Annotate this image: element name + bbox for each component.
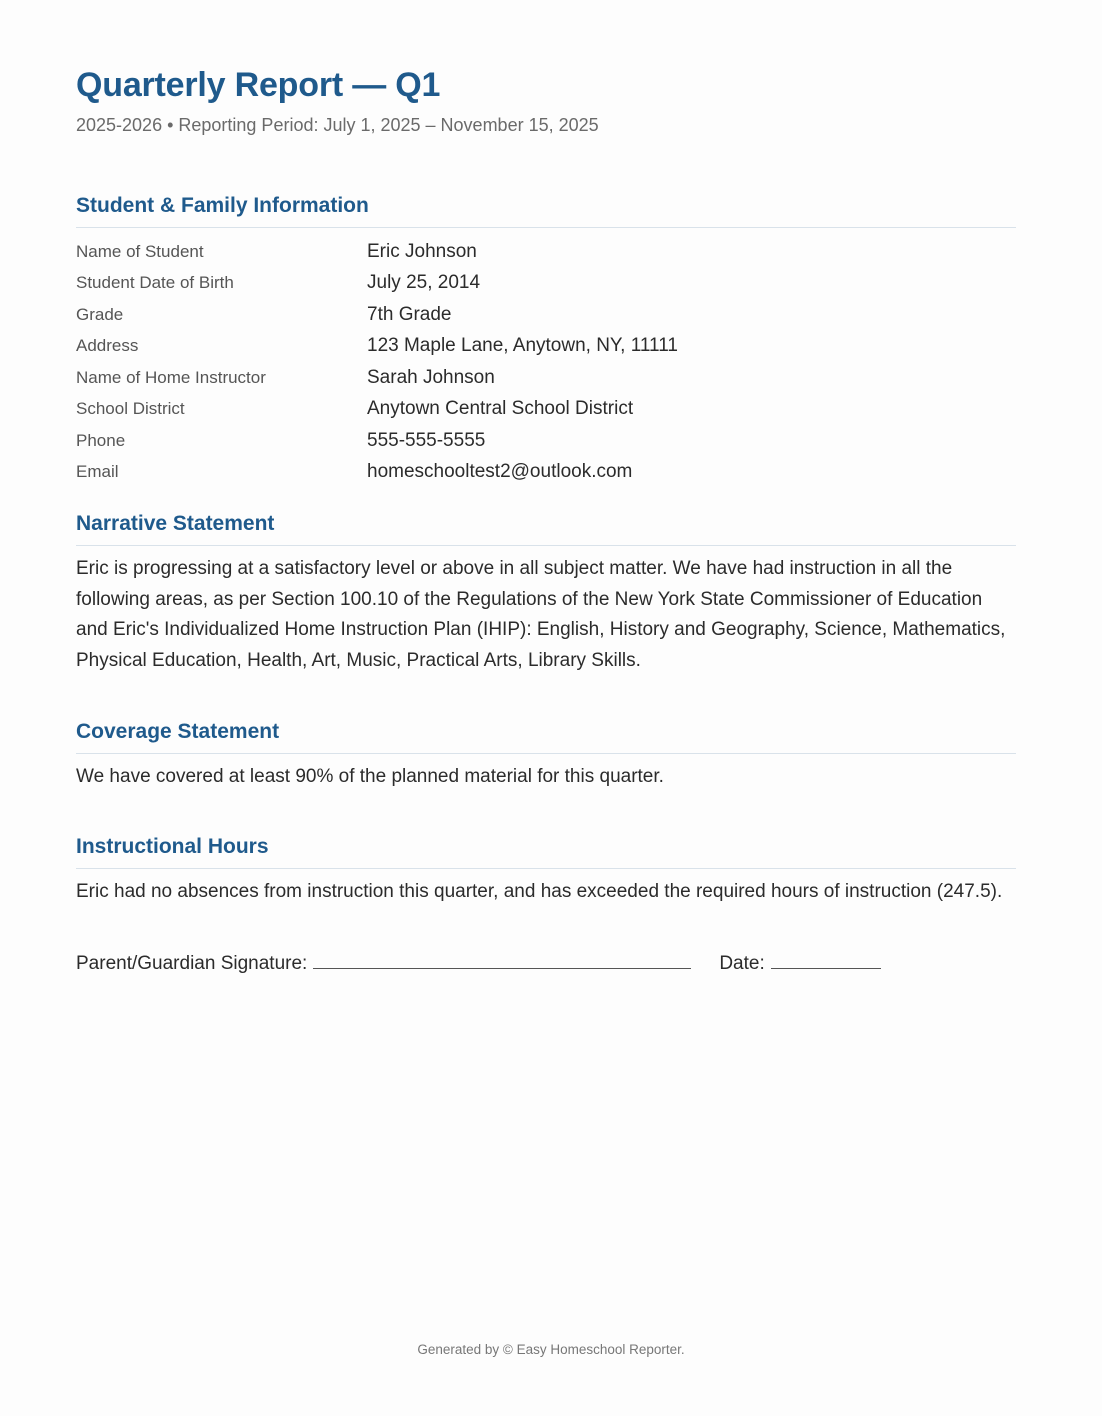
date-blank — [771, 954, 881, 969]
info-value: Eric Johnson — [367, 240, 477, 262]
hours-heading: Instructional Hours — [76, 833, 1016, 869]
info-value: 555-555-5555 — [367, 429, 486, 451]
info-label: Grade — [76, 304, 124, 324]
footer-credit: Generated by © Easy Homeschool Reporter. — [417, 1342, 685, 1357]
narrative-heading: Narrative Statement — [76, 510, 1016, 546]
table-row — [76, 457, 1016, 489]
info-label: Email — [76, 462, 119, 482]
info-value: Sarah Johnson — [367, 366, 495, 388]
table-row — [76, 425, 1016, 457]
info-label: Name of Student — [76, 241, 204, 261]
info-value: July 25, 2014 — [367, 272, 481, 294]
report-subtitle: 2025-2026 • Reporting Period: July 1, 2025 – November 15, 2025 — [76, 115, 599, 135]
info-value: 7th Grade — [367, 303, 452, 325]
hours-section — [76, 833, 1016, 908]
student-info-table — [76, 236, 1016, 488]
table-row — [76, 299, 1016, 331]
date-label: Date: — [719, 953, 765, 974]
student-info-heading: Student & Family Information — [76, 192, 1016, 228]
info-label: Phone — [76, 430, 126, 450]
table-row — [76, 236, 1016, 268]
info-label: Name of Home Instructor — [76, 367, 266, 387]
hours-text: Eric had no absences from instruction this quarter, and has exceeded the required hours of instruction (247.5). — [76, 880, 1003, 902]
coverage-text: We have covered at least 90% of the planned material for this quarter. — [76, 766, 664, 787]
student-info-section — [76, 192, 1016, 488]
info-value: Anytown Central School District — [367, 398, 634, 420]
table-row — [76, 362, 1016, 394]
coverage-heading: Coverage Statement — [76, 718, 1016, 754]
report-title: Quarterly Report — Q1 — [76, 66, 441, 104]
info-value: 123 Maple Lane, Anytown, NY, 11111 — [367, 335, 678, 357]
info-label: Address — [76, 336, 139, 356]
report-page — [76, 64, 1016, 975]
info-label: School District — [76, 399, 185, 419]
parent-signature-blank — [313, 954, 691, 969]
signature-line — [76, 953, 1016, 975]
table-row — [76, 331, 1016, 363]
info-label: Student Date of Birth — [76, 273, 234, 293]
info-value: homeschooltest2@outlook.com — [367, 461, 633, 483]
narrative-text: Eric is progressing at a satisfactory level or above in all subject matter. We have had instruction in all the following areas, as per Section 100.10 of the Regulations of the New York State Commissioner of Education and Eric's Individualized Home Instruction Plan (IHIP): English, History and Geography, Science, Mathematics, Physical Education, Health, Art, Music, Practical Arts, Library Skills. — [76, 558, 1006, 671]
coverage-section — [76, 718, 1016, 793]
narrative-section — [76, 510, 1016, 676]
table-row — [76, 394, 1016, 426]
table-row — [76, 268, 1016, 300]
parent-signature-label: Parent/Guardian Signature: — [76, 953, 308, 974]
